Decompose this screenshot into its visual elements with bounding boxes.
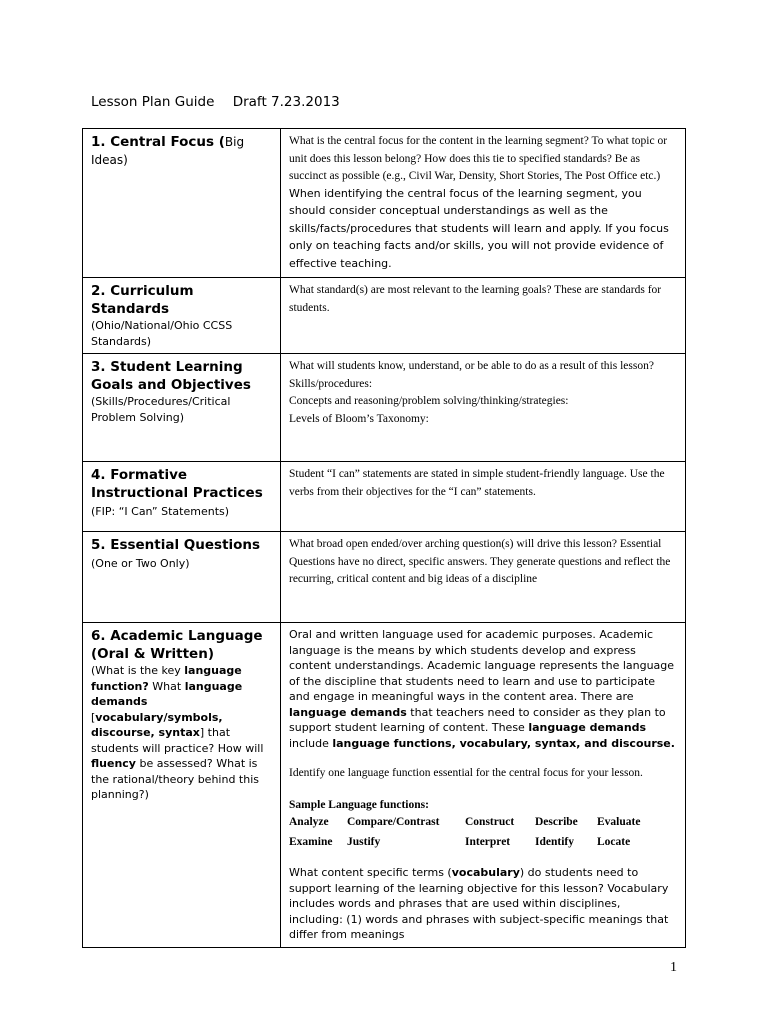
row-line: What will students know, understand, or be able to do as a result of this lesson?	[289, 360, 654, 372]
left-part-bold: vocabulary/symbols, discourse, syntax	[91, 710, 223, 739]
function-item: Evaluate	[597, 816, 641, 828]
function-item: Interpret	[465, 835, 511, 848]
row-heading: 2. Curriculum Standards	[91, 283, 194, 317]
row-label-academic-language	[83, 623, 281, 948]
row-content-academic-language	[281, 623, 686, 948]
language-functions-grid	[289, 814, 677, 851]
row-label-formative-practices	[83, 462, 281, 532]
row-heading: 5. Essential Questions	[91, 537, 261, 553]
function-item: Describe	[535, 816, 578, 828]
row-text: What standard(s) are most relevant to the learning goals? These are standards for students.	[289, 284, 662, 314]
left-part-bold: fluency	[91, 757, 136, 770]
academic-language-paragraph	[289, 627, 677, 751]
function-item: Justify	[347, 835, 381, 848]
row-content-curriculum-standards	[281, 278, 686, 354]
row-text: Student “I can” statements are stated in simple student-friendly language. Use the verbs from their objectives for the “I can” statements.	[289, 468, 665, 498]
row-text: What broad open ended/over arching question(s) will drive this lesson? Essential Questions have no direct, specific answers. They generate questions and reflect the recurring, critical content and big ideas of a discipline	[289, 538, 671, 585]
row-heading: 4. Formative Instructional Practices	[91, 467, 263, 501]
row-content-essential-questions	[281, 532, 686, 623]
table-row	[83, 462, 686, 532]
left-part: What	[148, 679, 185, 693]
sample-functions-heading: Sample Language functions:	[289, 798, 429, 811]
row-line: Concepts and reasoning/problem solving/thinking/strategies:	[289, 395, 569, 407]
row-label-central-focus	[83, 129, 281, 278]
row-subheading: (Ohio/National/Ohio CCSS Standards)	[91, 319, 233, 348]
row-heading: 6. Academic Language (Oral & Written)	[91, 628, 263, 662]
row-text-sans: When identifying the central focus of the learning segment, you should consider conceptual understandings as well as the skills/facts/procedures that students will learn and apply. If you focus only on teaching facts and/or skills, you will not provide evidence of effective teaching.	[289, 186, 669, 270]
title-draft: Draft 7.23.2013	[232, 94, 340, 110]
row-subheading: (Skills/Procedures/Critical Problem Solving)	[91, 395, 231, 424]
table-row	[83, 532, 686, 623]
page-number: 1	[670, 960, 677, 975]
table-row	[83, 278, 686, 354]
function-item: Locate	[597, 835, 631, 848]
para-part: Oral and written language used for academic purposes. Academic language is the means by which students develop and express content understandings. Academic language represents the language of the discipline that students need to learn and use to participate and engage in meaningful ways in the content area. There are	[289, 628, 675, 703]
row-text-serif: What is the central focus for the content in the learning segment? To what topic or unit does this lesson belong? How does this tie to specified standards? Be as succinct as possible (e.g., Civil War, Density, Short Stories, The Post Office etc.)	[289, 135, 668, 182]
table-row	[83, 623, 686, 948]
row-line: Skills/procedures:	[289, 377, 373, 390]
row-label-learning-goals	[83, 354, 281, 462]
left-part-bold: language function?	[91, 664, 242, 693]
para-part: include	[289, 736, 333, 750]
function-item: Construct	[465, 816, 515, 828]
row-content-central-focus	[281, 129, 686, 278]
table-row	[83, 129, 686, 278]
function-item: Examine	[289, 835, 333, 848]
identify-text: Identify one language function essential for the central focus for your lesson.	[289, 767, 643, 779]
left-part-bold: language demands	[91, 679, 243, 708]
row-subheading: (FIP: “I Can” Statements)	[91, 505, 230, 518]
left-part: be assessed? What is the rational/theory behind this planning?)	[91, 757, 259, 801]
title-guide: Lesson Plan Guide	[91, 94, 215, 110]
row-heading: 1. Central Focus (	[91, 134, 225, 150]
row-content-formative-practices	[281, 462, 686, 532]
para-part-bold: vocabulary	[451, 866, 520, 879]
function-item: Analyze	[289, 816, 329, 828]
function-item: Identify	[535, 835, 574, 848]
document-title	[91, 94, 354, 110]
lesson-plan-table	[82, 128, 686, 948]
row-heading-tail: Big Ideas)	[91, 135, 245, 167]
para-part-bold: language functions, vocabulary, syntax, and discourse.	[332, 736, 675, 750]
row-label-essential-questions	[83, 532, 281, 623]
para-part: What content specific terms (	[289, 866, 452, 879]
row-subheading: (One or Two Only)	[91, 557, 190, 570]
row-left-description	[91, 663, 272, 803]
left-part: (What is the key	[91, 664, 185, 677]
function-item: Compare/Contrast	[347, 816, 440, 828]
row-content-learning-goals	[281, 354, 686, 462]
vocabulary-paragraph	[289, 865, 677, 943]
para-part: that teachers need to consider as they plan to support student learning of content. These	[289, 705, 666, 734]
left-part: ] that students will practice? How will	[91, 726, 264, 755]
table-row	[83, 354, 686, 462]
row-heading: 3. Student Learning Goals and Objectives	[91, 359, 251, 393]
para-part-bold: language demands	[289, 705, 407, 719]
row-label-curriculum-standards	[83, 278, 281, 354]
row-line: Levels of Bloom’s Taxonomy:	[289, 412, 429, 425]
left-part: [	[91, 710, 96, 724]
para-part-bold: language demands	[528, 721, 647, 734]
para-part: ) do students need to support learning of the learning objective for this lesson? Vocabulary includes words and phrases that are used within disciplines, including: (1) words and phrases with subject-specific meanings that differ from meanings	[289, 866, 669, 941]
